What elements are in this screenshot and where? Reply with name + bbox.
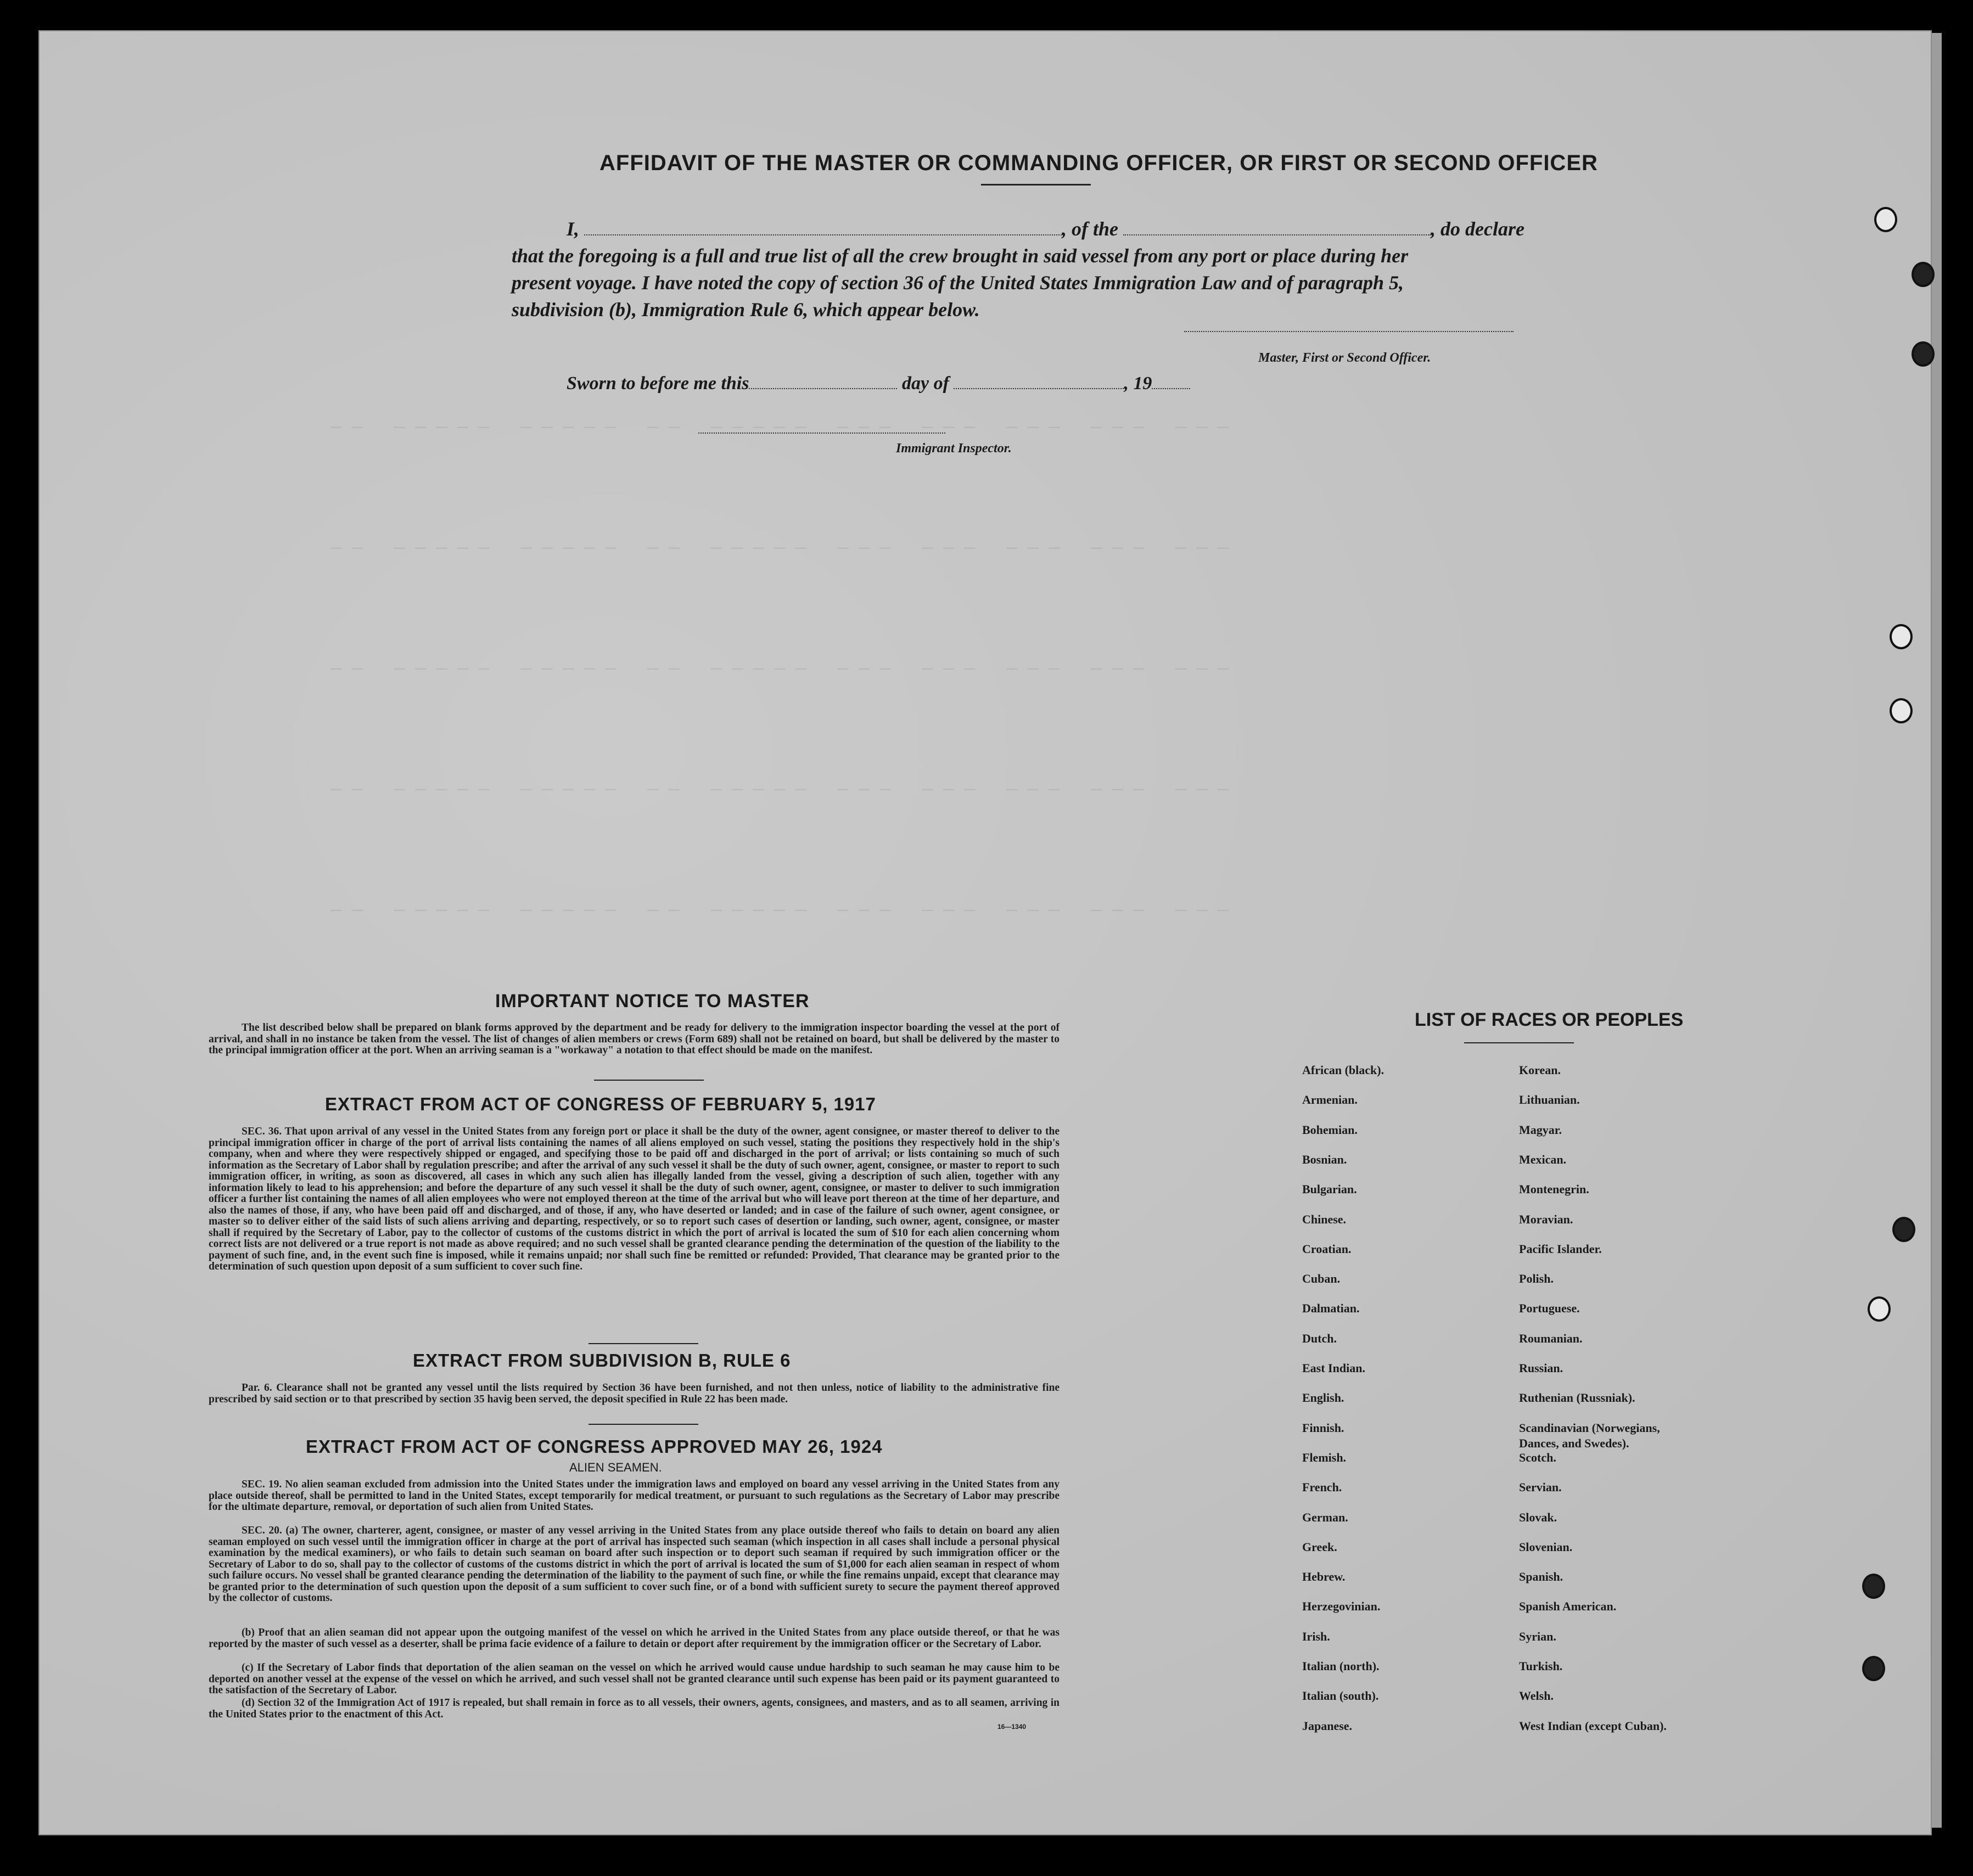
- sworn-year-field[interactable]: [1152, 374, 1190, 389]
- inspector-signature-label: Immigrant Inspector.: [896, 441, 1012, 456]
- extract-1917-text: SEC. 36. That upon arrival of any vessel in the United States from any foreign port or place it shall be the duty of the owner, agent consignee, or master thereof to deliver to the principal immigration officer in charge of the port of arrival lists containing the names of all aliens employed on such vessel, stating the positions they respectively hold in the ship's company, when and where they were respectively shipped or engaged, and specifying those to be paid off and discharged in the port of arrival; or lists containing so much of such information as the Secretary of Labor shall by regulation prescribe; and after the arrival of any such vessel it shall be the duty of such owner, agent, consignee, or master to report to such immigration officer, in writing, as soon as discovered, all cases in which any such alien has illegally landed from the vessel, giving a description of such alien, together with any information likely to lead to his apprehension; and before the departure of any such vessel it shall be the duty of such owner, agent, consignee, or master to deliver to such immigration officer a further list containing the names of all alien employees who were not employed thereon at the time of the arrival but who will leave port thereon at the time of her departure, and also the names of those, if any, who have been paid off and discharged, and of those, if any, who have deserted or landed; and in case of the failure of such owner, agent consignee, or master so to deliver either of the said lists of such aliens arriving and departing, respectively, or so to report such cases of desertion or landing, such owner, agent, consignee, or master shall if required by the Secretary of Labor, pay to the collector of customs of the customs district in which the port of arrival is located the sum of $10 for each alien concerning whom correct lists are not delivered or a true report is not made as above required; and no such vessel shall be granted clearance pending the determination of the question of the liability to the payment of such fine, and, in the event such fine is imposed, while it remains unpaid; nor shall such fine be remitted or refunded: Provided, That clearance may be granted prior to the determination of such question upon deposit of a sum sufficient to cover such fine.: [209, 1126, 1060, 1272]
- race-item: Servian.: [1519, 1480, 1562, 1495]
- declarant-name-field[interactable]: [584, 220, 1062, 235]
- race-item: Slovenian.: [1519, 1540, 1573, 1554]
- bleed-through-row: —— ————— ————— —— ————— ——— ——— ——— ——— ———: [330, 898, 1239, 920]
- race-item: Bohemian.: [1302, 1122, 1358, 1137]
- binder-hole: [1868, 1296, 1891, 1322]
- binder-hole: [1862, 1656, 1885, 1681]
- vessel-label: , of the: [1062, 218, 1119, 240]
- document-page: [38, 30, 1932, 1835]
- extract-1924-sec20d: (d) Section 32 of the Immigration Act of 1917 is repealed, but shall remain in force as to all vessels, their owners, agents, consignees, and masters, and as to all seamen, arriving in the United States prior to the enactment of this Act.: [209, 1697, 1060, 1720]
- binder-hole: [1890, 624, 1913, 649]
- extract-rule6-rule: [588, 1424, 698, 1425]
- binder-hole: [1874, 207, 1897, 232]
- race-item: Finnish.: [1302, 1420, 1344, 1435]
- extract-1924-sec19: SEC. 19. No alien seaman excluded from admission into the United States under the immigration laws and employed on board any vessel arriving in the United States from any place outside thereof, shall be permitted to land in the United States, except temporarily for medical treatment, or pursuant to such regulations as the Secretary of Labor may prescribe for the ultimate departure, removal, or deportation of such alien from United States.: [209, 1479, 1060, 1513]
- race-item: Turkish.: [1519, 1659, 1563, 1673]
- race-item: African (black).: [1302, 1063, 1385, 1077]
- title-rule: [981, 184, 1091, 186]
- race-item: Russian.: [1519, 1361, 1563, 1375]
- race-item: Scandinavian (Norwegians,: [1519, 1420, 1660, 1435]
- race-item: Dalmatian.: [1302, 1301, 1360, 1316]
- race-item: Italian (north).: [1302, 1659, 1380, 1673]
- race-item: French.: [1302, 1480, 1342, 1495]
- race-item: Croatian.: [1302, 1242, 1352, 1256]
- declare-label: , do declare: [1431, 218, 1524, 240]
- extract-1924-sec20a: SEC. 20. (a) The owner, charterer, agent, consignee, or master of any vessel arriving in the United States from any place outside thereof who fails to detain on board any alien seaman employed on such vessel until the immigration officer in charge at the port of arrival has inspected such seaman (which inspection in all cases shall include a personal physical examination by the medical examiners), or who fails to detain such seaman on board after such inspection or to deport such seaman if required by such immigration officer or the Secretary of Labor to do so, shall pay to the collector of customs of the customs district in which the port of arrival is located the sum of $1,000 for each alien seaman in respect of whom such failure occurs. No vessel shall be granted clearance pending the determination of the liability to the payment of such fine, or while the fine remains unpaid, except that clearance may be granted prior to the determination of such question upon the deposit of a sum sufficient to cover such fine, or of a bond with sufficient surety to secure the payment thereof approved by the collector of customs.: [209, 1525, 1060, 1604]
- race-item: Spanish.: [1519, 1570, 1563, 1584]
- race-item: Syrian.: [1519, 1629, 1556, 1643]
- race-item: Scotch.: [1519, 1450, 1556, 1464]
- declaration-line-2: that the foregoing is a full and true list of all the crew brought in said vessel from any port or place during her: [512, 245, 1409, 267]
- race-item: Bosnian.: [1302, 1152, 1347, 1166]
- race-item: Pacific Islander.: [1519, 1242, 1602, 1256]
- declarant-label: I,: [567, 218, 580, 240]
- race-item: Flemish.: [1302, 1450, 1347, 1464]
- race-item: West Indian (except Cuban).: [1519, 1718, 1667, 1733]
- declaration-line-3: present voyage. I have noted the copy of section 36 of the United States Immigration Law and of paragraph 5,: [512, 272, 1404, 294]
- race-item: Italian (south).: [1302, 1689, 1379, 1703]
- binder-hole: [1912, 341, 1935, 367]
- extract-1917-rule: [588, 1343, 698, 1344]
- race-item: Bulgarian.: [1302, 1182, 1357, 1197]
- bleed-through-row: —— ————— ————— —— ————— ——— ——— ——— ——— ———: [330, 415, 1239, 437]
- race-item: Hebrew.: [1302, 1570, 1346, 1584]
- extract-rule6-text: Par. 6. Clearance shall not be granted any vessel until the lists required by Section 36 have been furnished, and not then unless, notice of liability to the administrative fine prescribed by said section or to that prescribed by section 35 havig been served, the deposit specified in Rule 22 has been made.: [209, 1382, 1060, 1405]
- declaration-line-4: subdivision (b), Immigration Rule 6, which appear below.: [512, 299, 980, 321]
- races-rule: [1464, 1042, 1574, 1043]
- day-of-label: day of: [901, 373, 949, 394]
- race-item: English.: [1302, 1391, 1344, 1405]
- affidavit-declaration: [512, 216, 1560, 323]
- race-item: Japanese.: [1302, 1718, 1353, 1733]
- declaration-line-1: [512, 216, 1560, 243]
- race-item: Slovak.: [1519, 1510, 1557, 1524]
- race-item: Armenian.: [1302, 1093, 1358, 1107]
- race-item: Greek.: [1302, 1540, 1337, 1554]
- race-item: Lithuanian.: [1519, 1093, 1580, 1107]
- extract-1924-sec20c: (c) If the Secretary of Labor finds that deportation of the alien seaman on the vessel on which he arrived would cause undue hardship to such seaman he may cause him to be deported on another vessel at the expense of the vessel on which he arrived, and such vessel shall not be granted clearance until such expense has been paid or its payment guaranteed to the satisfaction of the Secretary of Labor.: [209, 1662, 1060, 1696]
- binder-hole: [1912, 262, 1935, 287]
- race-item: Dances, and Swedes).: [1519, 1436, 1629, 1450]
- extract-1924-subtitle: ALIEN SEAMEN.: [569, 1461, 662, 1474]
- affidavit-title: AFFIDAVIT OF THE MASTER OR COMMANDING OFFICER, OR FIRST OR SECOND OFFICER: [599, 151, 1598, 175]
- vessel-name-field[interactable]: [1123, 220, 1431, 235]
- master-signature-line[interactable]: [1184, 317, 1514, 332]
- race-item: Roumanian.: [1519, 1331, 1583, 1345]
- bleed-through-row: —— ————— ————— —— ————— ——— ——— ——— ——— ———: [330, 778, 1239, 800]
- inspector-signature-line[interactable]: [698, 418, 945, 434]
- race-item: Herzegovinian.: [1302, 1599, 1381, 1614]
- race-item: Magyar.: [1519, 1122, 1562, 1137]
- race-item: Irish.: [1302, 1629, 1330, 1643]
- binder-hole: [1890, 698, 1913, 723]
- notice-title: IMPORTANT NOTICE TO MASTER: [495, 991, 810, 1012]
- notice-text: The list described below shall be prepared on blank forms approved by the department and be ready for delivery to the immigration inspector boarding the vessel at the port of arrival, and shall in no instance be taken from the vessel. The list of changes of alien members or crews (Form 689) shall not be retained on board, but shall be delivered by the master to the principal immigration officer at the port. When an arriving seaman is a "workaway" a notation to that effect should be made on the manifest.: [209, 1022, 1060, 1056]
- form-number: 16—1340: [997, 1723, 1027, 1731]
- races-title: LIST OF RACES OR PEOPLES: [1415, 1009, 1684, 1030]
- extract-1924-sec20b: (b) Proof that an alien seaman did not appear upon the outgoing manifest of the vessel on which he arrived in the United States from any place outside thereof, or that he was reported by the master of such vessel as a deserter, shall be prima facie evidence of a failure to detain or deport after requirement by the immigration officer or the Secretary of Labor.: [209, 1627, 1060, 1650]
- race-item: Montenegrin.: [1519, 1182, 1589, 1197]
- extract-1924-title: EXTRACT FROM ACT OF CONGRESS APPROVED MAY 26, 1924: [306, 1436, 883, 1457]
- extract-rule6-title: EXTRACT FROM SUBDIVISION B, RULE 6: [413, 1350, 791, 1371]
- race-item: Ruthenian (Russniak).: [1519, 1391, 1635, 1405]
- sworn-month-field[interactable]: [954, 374, 1124, 389]
- race-item: Welsh.: [1519, 1689, 1554, 1703]
- race-item: German.: [1302, 1510, 1348, 1524]
- bleed-through-row: —— ————— ————— —— ————— ——— ——— ——— ——— ———: [330, 536, 1239, 558]
- race-item: Portuguese.: [1519, 1301, 1580, 1316]
- race-item: Dutch.: [1302, 1331, 1337, 1345]
- race-item: Mexican.: [1519, 1152, 1567, 1166]
- race-item: Korean.: [1519, 1063, 1561, 1077]
- binder-hole: [1892, 1217, 1915, 1242]
- race-item: Moravian.: [1519, 1212, 1573, 1226]
- sworn-label: Sworn to before me this: [567, 373, 749, 394]
- extract-1917-title: EXTRACT FROM ACT OF CONGRESS OF FEBRUARY 5, 1917: [325, 1094, 876, 1114]
- race-item: East Indian.: [1302, 1361, 1365, 1375]
- race-item: Cuban.: [1302, 1272, 1341, 1286]
- sworn-line: [567, 373, 1190, 394]
- master-signature-label: Master, First or Second Officer.: [1258, 351, 1431, 365]
- race-item: Polish.: [1519, 1272, 1554, 1286]
- bleed-through-row: —— ————— ————— —— ————— ——— ——— ——— ——— ———: [330, 657, 1239, 679]
- binder-hole: [1862, 1574, 1885, 1599]
- year-label: , 19: [1124, 373, 1152, 394]
- notice-rule: [594, 1080, 704, 1081]
- race-item: Chinese.: [1302, 1212, 1347, 1226]
- sworn-day-field[interactable]: [749, 374, 897, 389]
- race-item: Spanish American.: [1519, 1599, 1617, 1614]
